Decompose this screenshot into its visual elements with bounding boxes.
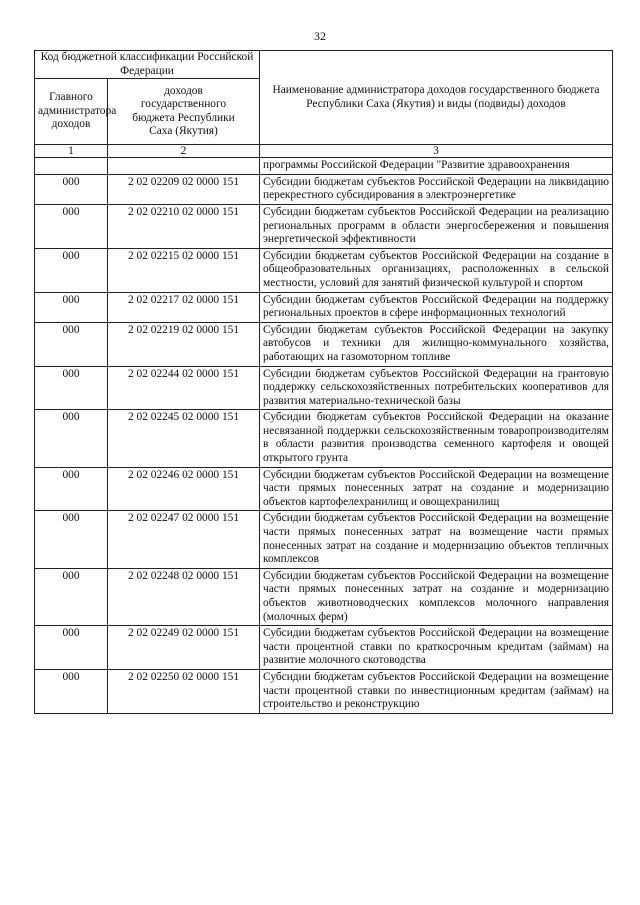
table-row <box>35 467 613 511</box>
table-row <box>35 322 613 366</box>
admin-code-cell: 000 <box>35 204 108 248</box>
admin-code-cell: 000 <box>35 568 108 625</box>
table-row <box>35 568 613 625</box>
income-code-cell: 2 02 02249 02 0000 151 <box>108 626 260 670</box>
income-code-cell: 2 02 02247 02 0000 151 <box>108 511 260 568</box>
income-name-cell: Субсидии бюджетам субъектов Российской Федерации на возмещение части прямых понесенных затрат на создание и модернизацию объектов животноводческих комплексов молочного направления (молочных ферм) <box>260 568 613 625</box>
admin-code-cell: 000 <box>35 322 108 366</box>
admin-code-cell: 000 <box>35 174 108 204</box>
header-number-row <box>35 145 613 158</box>
admin-code-cell: 000 <box>35 410 108 467</box>
header-admin-column: Главного администратора доходов <box>35 79 108 145</box>
header-col3-number: 3 <box>260 145 613 158</box>
budget-classification-table <box>34 50 613 714</box>
admin-code-cell: 000 <box>35 248 108 292</box>
admin-code-cell: 000 <box>35 669 108 713</box>
table-row <box>35 292 613 322</box>
income-name-cell: Субсидии бюджетам субъектов Российской Федерации на возмещение части процентной ставки по краткосрочным кредитам (займам) на развитие молочного скотоводства <box>260 626 613 670</box>
income-name-cell: Субсидии бюджетам субъектов Российской Федерации на возмещение части процентной ставки по инвестиционным кредитам (займам) на строительство и реконструкцию <box>260 669 613 713</box>
header-col2-number: 2 <box>108 145 260 158</box>
income-code-cell: 2 02 02250 02 0000 151 <box>108 669 260 713</box>
table-row <box>35 158 613 175</box>
page-number: 32 <box>314 29 326 43</box>
admin-code-cell <box>35 158 108 175</box>
admin-code-cell: 000 <box>35 366 108 410</box>
income-name-cell: Субсидии бюджетам субъектов Российской Федерации на возмещение части прямых понесенных затрат на создание и модернизацию объектов картофелехранилищ и овощехранилищ <box>260 467 613 511</box>
income-name-cell: Субсидии бюджетам субъектов Российской Федерации на закупку автобусов и техники для жилищно-коммунального хозяйства, работающих на газомоторном топливе <box>260 322 613 366</box>
table-row <box>35 511 613 568</box>
header-row-top <box>35 51 613 79</box>
table-row <box>35 669 613 713</box>
income-name-cell: Субсидии бюджетам субъектов Российской Федерации на реализацию региональных программ в области энергосбережения и повышения энергетической эффективности <box>260 204 613 248</box>
income-name-cell: Субсидии бюджетам субъектов Российской Федерации на ликвидацию перекрестного субсидирования в электроэнергетике <box>260 174 613 204</box>
income-name-cell: Субсидии бюджетам субъектов Российской Федерации на оказание несвязанной поддержки сельскохозяйственным товаропроизводителям в области развития производства семенного картофеля и овощей открытого грунта <box>260 410 613 467</box>
admin-code-cell: 000 <box>35 292 108 322</box>
income-code-cell: 2 02 02219 02 0000 151 <box>108 322 260 366</box>
income-name-cell: Субсидии бюджетам субъектов Российской Федерации на поддержку региональных проектов в сфере информационных технологий <box>260 292 613 322</box>
header-name-column: Наименование администратора доходов государственного бюджета Республики Саха (Якутия) и виды (подвиды) доходов <box>260 51 613 145</box>
income-code-cell: 2 02 02210 02 0000 151 <box>108 204 260 248</box>
income-code-cell: 2 02 02245 02 0000 151 <box>108 410 260 467</box>
income-name-cell: программы Российской Федерации "Развитие здравоохранения <box>260 158 613 175</box>
income-code-cell: 2 02 02215 02 0000 151 <box>108 248 260 292</box>
table-row <box>35 366 613 410</box>
income-code-cell: 2 02 02246 02 0000 151 <box>108 467 260 511</box>
header-code-column: доходов государственного бюджета Республики Саха (Якутия) <box>108 79 260 145</box>
admin-code-cell: 000 <box>35 511 108 568</box>
income-code-cell: 2 02 02244 02 0000 151 <box>108 366 260 410</box>
income-name-cell: Субсидии бюджетам субъектов Российской Федерации на создание в общеобразовательных организациях, расположенных в сельской местности, условий для занятий физической культурой и спортом <box>260 248 613 292</box>
table-row <box>35 174 613 204</box>
table-row <box>35 248 613 292</box>
income-code-cell: 2 02 02248 02 0000 151 <box>108 568 260 625</box>
income-code-cell: 2 02 02217 02 0000 151 <box>108 292 260 322</box>
table-row <box>35 626 613 670</box>
income-code-cell: 2 02 02209 02 0000 151 <box>108 174 260 204</box>
admin-code-cell: 000 <box>35 467 108 511</box>
header-col1-number: 1 <box>35 145 108 158</box>
income-name-cell: Субсидии бюджетам субъектов Российской Федерации на грантовую поддержку сельскохозяйственных потребительских кооперативов для развития материально-технической базы <box>260 366 613 410</box>
table-row <box>35 204 613 248</box>
income-name-cell: Субсидии бюджетам субъектов Российской Федерации на возмещение части прямых понесенных затрат на возмещение части прямых понесенных затрат на создание и модернизацию объектов тепличных комплексов <box>260 511 613 568</box>
table-row <box>35 410 613 467</box>
header-group-title: Код бюджетной классификации Российской Федерации <box>35 51 260 79</box>
admin-code-cell: 000 <box>35 626 108 670</box>
income-code-cell <box>108 158 260 175</box>
